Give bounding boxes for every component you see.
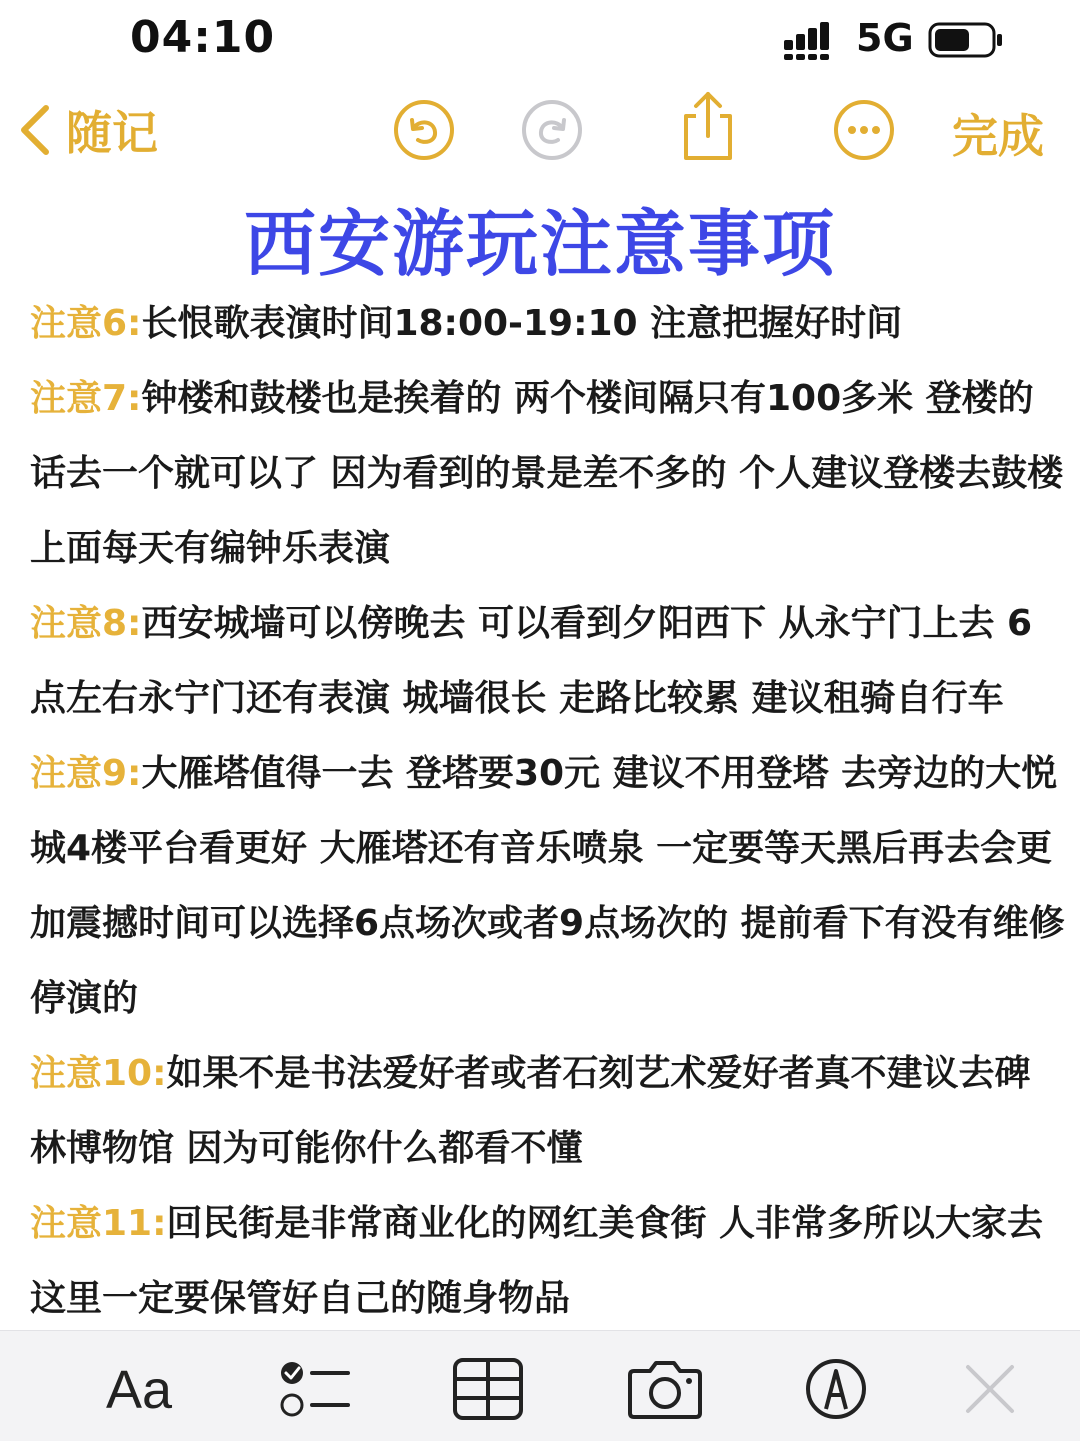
note-item-label: 注意6:: [30, 303, 142, 344]
note-item-text: 大雁塔值得一去 登塔要30元 建议不用登塔 去旁边的大悦城4楼平台看更好 大雁塔还有音乐喷泉 一定要等天黑后再去会更加震撼时间可以选择6点场次或者9点场次的 提前看下有没有维修停演的: [30, 753, 1065, 1019]
markup-pen-icon[interactable]: [804, 1357, 868, 1421]
back-label: 随记: [66, 106, 158, 160]
cellular-signal-icon: [784, 22, 840, 60]
redo-icon[interactable]: [520, 98, 584, 162]
note-item: [30, 1036, 1065, 1186]
share-icon[interactable]: [676, 90, 740, 162]
undo-icon[interactable]: [392, 98, 456, 162]
note-item-text: 回民街是非常商业化的网红美食街 人非常多所以大家去这里一定要保管好自己的随身物品: [30, 1203, 1044, 1319]
camera-icon[interactable]: [626, 1357, 704, 1421]
note-title[interactable]: 西安游玩注意事项: [243, 202, 836, 286]
table-icon[interactable]: [452, 1357, 524, 1421]
status-bar: [0, 0, 1080, 80]
checklist-icon[interactable]: [278, 1357, 350, 1421]
chevron-left-icon: [14, 102, 54, 158]
close-icon[interactable]: [962, 1357, 1018, 1421]
format-toolbar: [0, 1330, 1080, 1441]
note-item: [30, 736, 1065, 1036]
nav-bar: [0, 88, 1080, 172]
note-item-label: 注意10:: [30, 1053, 167, 1094]
note-item-text: 长恨歌表演时间18:00-19:10 注意把握好时间: [141, 303, 903, 344]
text-format-button[interactable]: Aa: [106, 1360, 173, 1420]
battery-icon: [928, 22, 1004, 58]
status-time: 04:10: [130, 12, 276, 63]
note-item-label: 注意8:: [30, 603, 142, 644]
note-item-label: 注意9:: [30, 753, 142, 794]
back-button[interactable]: [14, 98, 158, 162]
note-item: [30, 361, 1065, 586]
note-item: [30, 1186, 1065, 1336]
note-item-text: 如果不是书法爱好者或者石刻艺术爱好者真不建议去碑林博物馆 因为可能你什么都看不懂: [30, 1053, 1031, 1169]
note-item: [30, 286, 1065, 361]
note-item: [30, 586, 1065, 736]
more-icon[interactable]: [832, 98, 896, 162]
note-body[interactable]: [30, 286, 1065, 1336]
network-type: 5G: [856, 16, 914, 60]
note-item-label: 注意11:: [30, 1203, 167, 1244]
note-item-text: 钟楼和鼓楼也是挨着的 两个楼间隔只有100多米 登楼的话去一个就可以了 因为看到的景是差不多的 个人建议登楼去鼓楼上面每天有编钟乐表演: [30, 378, 1064, 569]
note-item-text: 西安城墙可以傍晚去 可以看到夕阳西下 从永宁门上去 6点左右永宁门还有表演 城墙很长 走路比较累 建议租骑自行车: [30, 603, 1033, 719]
note-item-label: 注意7:: [30, 378, 142, 419]
done-button[interactable]: 完成: [952, 109, 1044, 163]
